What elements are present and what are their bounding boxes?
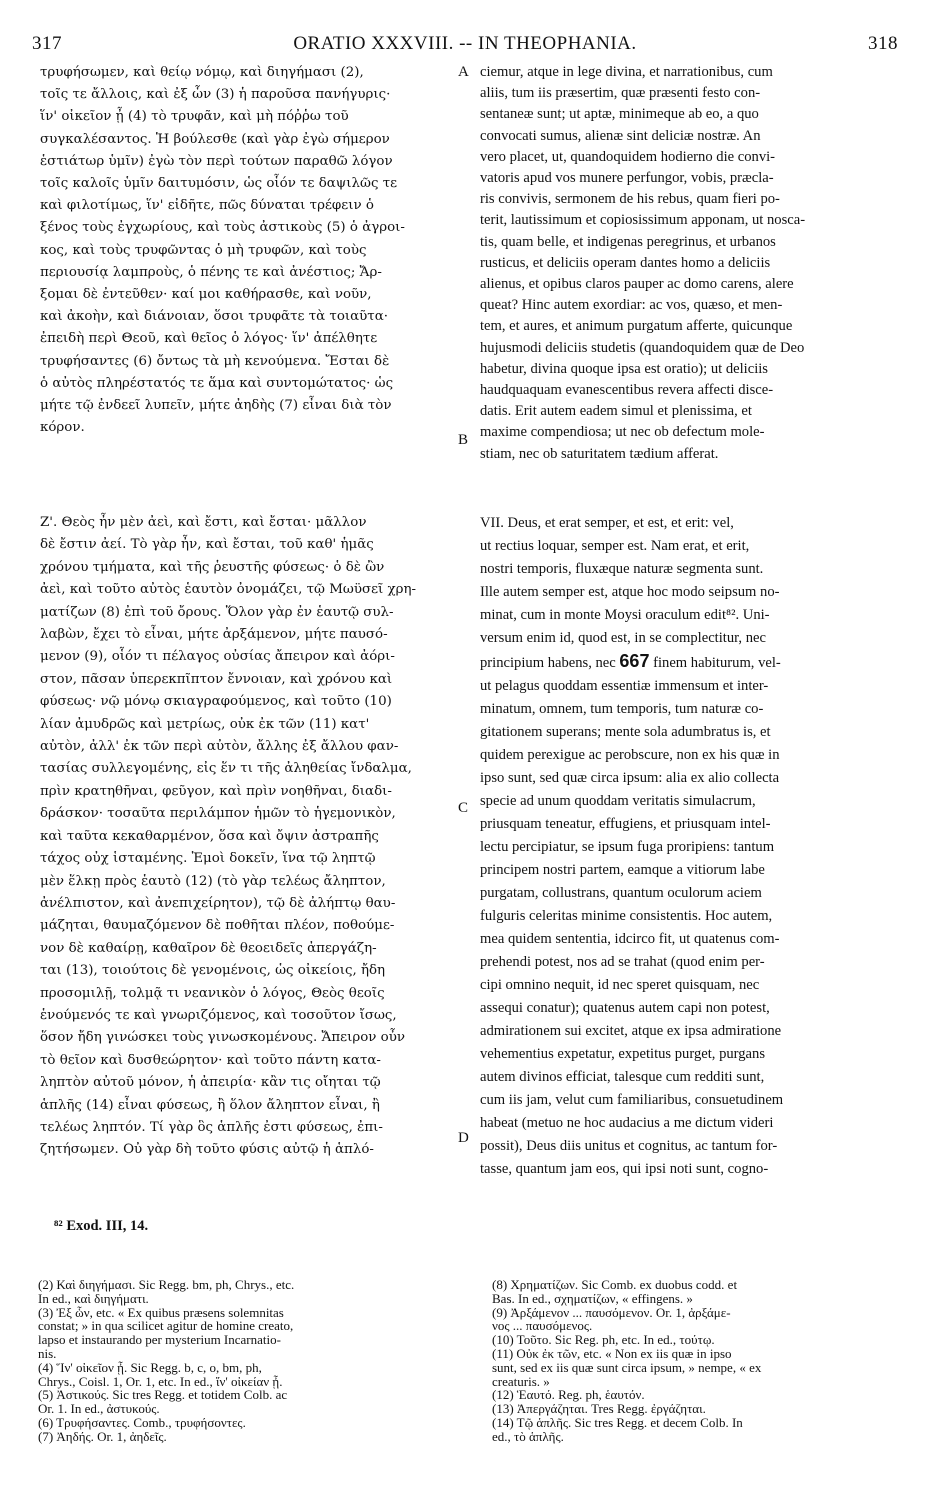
latin-text-line: versum enim id, quod est, in se complectitur, nec	[480, 630, 766, 646]
footnote-line: (14) Τῷ ἁπλῆς. Sic tres Regg. et decem Colb. In	[492, 1414, 743, 1430]
greek-column-bottom	[40, 512, 452, 1162]
latin-text-line: habetur, divina quoque ipsa est oratio); ut deliciis	[480, 360, 768, 377]
greek-text-line: πρὶν κρατηθῆναι, φεῦγον, καὶ πρὶν νοηθῆναι, διαδι-	[40, 783, 392, 799]
latin-text-line: ut pelagus quoddam essentiæ immensum et inter-	[480, 678, 769, 694]
column-page-marker: 667	[619, 651, 650, 671]
latin-text-line: minatum, omnem, tum temporis, tum naturæ co-	[480, 701, 764, 717]
footnote-line: (5) Ἀστικούς. Sic tres Regg. et totidem Colb. ac	[38, 1387, 288, 1403]
latin-text-line: sentaneæ sunt; ut aptæ, minimeque ab eo, a quo	[480, 106, 759, 123]
greek-text-line: προσομιλῇ, τολμᾷ τι νεανικὸν ὁ λόγος, Θεὸς θεοῖς	[40, 985, 385, 1001]
latin-text-line: fulguris celeritas minime consistentis. Hoc autem,	[480, 908, 773, 924]
latin-text-line: habeat (metuo ne hoc audacius a me dictum videri	[480, 1115, 774, 1131]
footnote-line: sunt, sed ex iis quæ sunt circa ipsum, » nempe, « ex	[492, 1359, 762, 1375]
latin-text-line: convocati sumus, alienæ sint deliciæ nostræ. An	[480, 127, 761, 144]
greek-text-line: ἑστιάτωρ ὑμῖν) ἐγὼ τὸν περὶ τούτων παραθῶ λόγον	[40, 153, 393, 169]
greek-text-line: ὅσον ἤδη γινώσκει τοὺς γινωσκομένους. Ἄπειρον οὖν	[40, 1030, 406, 1046]
latin-column-top	[480, 62, 892, 465]
footnote-line: lapso et instaurando per mysterium Incarnatio-	[38, 1332, 281, 1348]
footnote-line: (7) Ἀηδής. Or. 1, ἀηδεῖς.	[38, 1428, 167, 1444]
latin-text-line: gitationem superans; mente sola adumbratus is, et	[480, 724, 771, 740]
footnote-line: (11) Οὐκ ἐκ τῶν, etc. « Non ex iis quæ in ipso	[492, 1345, 732, 1361]
greek-text-line: ξομαι δὲ ἐντεῦθεν· καί μοι καθήρασθε, καὶ νοῦν,	[40, 287, 372, 303]
latin-text-line: prehendi potest, nos ad se trahat (quod enim per-	[480, 954, 765, 970]
greek-text-line: τοῖς τε ἄλλοις, καὶ ἐξ ὧν (3) ἡ παροῦσα πανήγυρις·	[40, 87, 391, 103]
greek-text-line: μὲν ἕλκῃ πρὸς ἑαυτὸ (12) (τὸ γὰρ τελέως ἄληπτον,	[40, 873, 386, 889]
latin-text-line: purgatam, collustrans, quantum oculorum aciem	[480, 885, 762, 901]
greek-text-line: ται (13), τοιούτοις δὲ γενομένοις, ὡς οἰκείοις, ἤδη	[40, 963, 386, 979]
footnotes-right	[492, 1278, 902, 1444]
greek-text-line: Ζ'. Θεὸς ἦν μὲν ἀεὶ, καὶ ἔστι, καὶ ἔσται· μᾶλλον	[40, 515, 367, 530]
greek-text-line: ὁ αὐτὸς πληρέστατός τε ἅμα καὶ συντομώτατος· ὡς	[40, 375, 394, 391]
footnote-line: Or. 1. In ed., ἀστυκούς.	[38, 1401, 160, 1417]
latin-text-line: quidem perexigue ac perobscure, non ex his quæ in	[480, 747, 780, 763]
greek-text-line: τρυφήσωμεν, καὶ θείῳ νόμῳ, καὶ διηγήμασι (2),	[40, 65, 364, 80]
latin-text-line: cipi omnino nequit, id nec speret quisquam, nec	[480, 977, 760, 993]
latin-text-line: principium habens, nec 667 finem habiturum, vel-	[480, 651, 781, 671]
latin-text-line: nostri temporis, fluxæque naturæ segmenta sunt.	[480, 561, 764, 577]
latin-text-line: principem nostri partem, eamque a vitiorum labe	[480, 862, 765, 878]
latin-text-line: ut rectius loquar, semper est. Nam erat, et erit,	[480, 538, 750, 554]
greek-text-line: κος, καὶ τοὺς τρυφῶντας ὁ μὴ τρυφῶν, καὶ τοὺς	[40, 242, 367, 258]
latin-text-line: hujusmodi deliciis studetis (quandoquidem quæ de Deo	[480, 339, 805, 356]
latin-text-line: ris convivis, sermonem de his rebus, quam fieri po-	[480, 191, 780, 208]
greek-text-line: ἁπλῆς (14) εἶναι φύσεως, ἢ ὅλον ἄληπτον εἶναι, ἢ	[40, 1097, 380, 1113]
footnote-line: creaturis. »	[492, 1373, 550, 1389]
page-number-right: 318	[868, 33, 898, 54]
greek-text-line: χρόνου τμήματα, καὶ τῆς ῥευστῆς φύσεως· ὁ δὲ ὢν	[40, 559, 385, 575]
greek-text-line: λίαν ἀμυδρῶς καὶ μετρίως, οὐκ ἐκ τῶν (11) κατ'	[40, 716, 370, 732]
latin-text-line: terit, lautissimum et copiosissimum apponam, ut nosca-	[480, 212, 806, 229]
greek-text-line: καὶ ταῦτα κεκαθαρμένον, ὅσα καὶ ὄψιν ἀστραπῆς	[40, 828, 379, 844]
greek-text-line: τασίας συλλεγομένης, εἰς ἕν τι τῆς ἀληθείας ἴνδαλμα,	[40, 761, 412, 777]
latin-text-line: Ille autem semper est, atque hoc modo seipsum no-	[480, 584, 780, 600]
latin-column-bottom	[480, 512, 892, 1181]
margin-letter-a: A	[458, 64, 469, 80]
latin-text-line: rusticus, et deliciis operam dantes homo a deliciis	[480, 254, 771, 271]
margin-letter-c: C	[458, 800, 469, 816]
greek-text-line: αὐτὸν, ἀλλ' ἐκ τῶν περὶ αὐτὸν, ἄλλης ἐξ ἄλλου φαν-	[40, 739, 399, 755]
greek-text-line: ἀεὶ, καὶ τοῦτο αὐτὸς ἑαυτὸν ὀνομάζει, τῷ Μωϋσεῖ χρη-	[40, 582, 417, 598]
footnote-line: (10) Τοῦτο. Sic Reg. ph, etc. In ed., τούτῳ.	[492, 1332, 715, 1348]
greek-text-line: μενον (9), οἷόν τι πέλαγος οὐσίας ἄπειρον καὶ ἀόρι-	[40, 649, 395, 665]
latin-text-line: haudquaquam evanescentibus revera affecti disce-	[480, 382, 774, 399]
latin-text-line: tis, quam belle, et indigenas peregrinus, et urbanos	[480, 233, 776, 250]
greek-text-line: φύσεως· νῷ μόνῳ σκιαγραφούμενος, καὶ τοῦτο (10)	[40, 694, 392, 710]
greek-text-line: ληπτὸν αὐτοῦ μόνον, ἡ ἀπειρία· κἂν τις οἴηται τῷ	[40, 1075, 381, 1091]
greek-text-line: μήτε τῷ ἐνδεεῖ λυπεῖν, μήτε ἀηδὴς (7) εἶναι διὰ τὸν	[40, 398, 392, 414]
running-head-title: ORATIO XXXVIII. -- IN THEOPHANIA.	[293, 33, 637, 54]
greek-text-line: τοῖς καλοῖς ὑμῖν δαιτυμόσιν, ὡς οἷόν τε δαψιλῶς τε	[40, 176, 398, 192]
greek-text-line: νον δὲ καθαίρῃ, καθαῖρον δὲ θεοειδεῖς ἀπεργάζη-	[40, 940, 377, 956]
latin-text-line: lectu percipiatur, se ipsum fuga proripiens: tantum	[480, 839, 775, 855]
latin-text-line: datis. Erit autem eadem simul et plenissima, et	[480, 403, 752, 420]
latin-text-line: maxime compendiosa; ut nec ob defectum mole-	[480, 424, 765, 441]
footnote-line: (13) Ἀπεργάζηται. Tres Regg. ἐργάζηται.	[492, 1401, 706, 1417]
greek-text-line: στον, πᾶσαν ὑπερεκπῖπτον ἔννοιαν, καὶ χρόνου καὶ	[40, 671, 393, 687]
latin-text-line: stiam, nec ob saturitatem tædium afferat.	[480, 445, 719, 462]
latin-text-line: aliis, tum iis præsertim, quæ præsenti festo con-	[480, 85, 761, 102]
greek-text-line: δὲ ἔστιν ἀεί. Τὸ γὰρ ἦν, καὶ ἔσται, τοῦ καθ' ἡμᾶς	[40, 537, 374, 553]
footnote-line: constat; » in qua scilicet agitur de homine creato,	[38, 1318, 294, 1334]
footnote-line: nis.	[38, 1345, 57, 1361]
latin-text-line: vatoris apud vos munere perfungor, vobis, præcla-	[480, 170, 774, 187]
latin-text-line: VII. Deus, et erat semper, et est, et erit: vel,	[480, 515, 734, 531]
greek-text-line: καὶ ἀκοὴν, καὶ διάνοιαν, ὅσοι τρυφᾶτε τὰ τοιαῦτα·	[40, 309, 389, 325]
greek-text-line: μάζηται, θαυμαζόμενον δὲ ποθῆται πλέον, ποθούμε-	[40, 918, 395, 934]
greek-text-line: ζητήσωμεν. Οὐ γὰρ δὴ τοῦτο φύσις αὐτῷ ἡ ἁπλό-	[40, 1142, 374, 1158]
greek-text-line: κόρον.	[40, 420, 85, 436]
latin-text-line: autem divinos efficiat, talesque cum redditi sunt,	[480, 1069, 765, 1085]
latin-text-line: priusquam teneatur, effugiens, et priusquam intel-	[480, 816, 771, 832]
latin-text-line: admirationem sui excitet, atque ex ipsa admiratione	[480, 1023, 782, 1039]
latin-text-line: ipso sunt, sed quæ circa ipsum: alia ex alio collecta	[480, 770, 780, 786]
margin-letter-d: D	[458, 1130, 469, 1146]
footnote-line: νος ... παυσόμενος.	[492, 1318, 593, 1334]
latin-text-line: assequi conatur); quatenus autem capi non potest,	[480, 1000, 770, 1016]
greek-text-line: τελέως ληπτόν. Τί γὰρ ὃς ἁπλῆς ἐστι φύσεως, ἐπι-	[40, 1119, 383, 1135]
greek-text-line: ἐπειδὴ περὶ Θεοῦ, καὶ θεῖος ὁ λόγος· ἵν' ἀπέλθητε	[40, 331, 378, 347]
greek-column-top	[40, 62, 452, 439]
latin-text-line: vero placet, ut, quandoquidem hodierno die convi-	[480, 148, 776, 165]
greek-text-line: ξένος τοὺς ἐγχωρίους, καὶ τοὺς ἀστικοὺς (5) ὁ ἀγροι-	[40, 220, 405, 236]
latin-text-line: mea quidem sententia, idcirco fit, ut quatenus com-	[480, 931, 780, 947]
footnote-line: (4) Ἵν' οἰκεῖον ᾖ. Sic Regg. b, c, o, bm, ph,	[38, 1359, 262, 1375]
latin-text-line: minat, cum in monte Moysi oraculum edit⁸². Uni-	[480, 607, 770, 623]
footnote-line: (9) Ἀρξάμενον ... παυσόμενον. Or. 1, ἀρξάμε-	[492, 1304, 731, 1320]
latin-text-line: vehementius expetatur, expetitus purget, purgans	[480, 1046, 766, 1062]
footnote-line: Bas. In ed., σχηματίζων, « effingens. »	[492, 1290, 693, 1306]
scripture-footnote: ⁸² Exod. III, 14.	[54, 1218, 149, 1234]
greek-text-line: ἀνέλπιστον, καὶ ἀνεπιχείρητον), τῷ δὲ ἀλήπτῳ θαυ-	[40, 895, 396, 911]
latin-text-line: alienus, et opibus claros pauper ac domo carens, alere	[480, 276, 794, 293]
greek-text-line: συγκαλέσαντος. Ἡ βούλεσθε (καὶ γὰρ ἐγὼ σήμερον	[40, 131, 390, 147]
latin-text-line: tasse, quantum jam eos, qui ipsi noti sunt, cogno-	[480, 1161, 769, 1177]
footnote-line: (8) Χρηματίζων. Sic Comb. ex duobus codd. et	[492, 1277, 738, 1292]
latin-text-line: possit), Deus diis unitus et cognitus, ac tantum for-	[480, 1138, 778, 1154]
footnote-line: (12) Ἑαυτό. Reg. ph, ἑαυτόν.	[492, 1387, 645, 1403]
greek-text-line: τὸ θεῖον καὶ δυσθεώρητον· καὶ τοῦτο πάντη κατα-	[40, 1052, 381, 1068]
greek-text-line: περιουσίᾳ λαμπροὺς, ὁ πένης τε καὶ ἀνέστιος; Ἄρ-	[40, 264, 382, 280]
margin-letter-b: B	[458, 432, 469, 448]
footnote-line: (2) Καὶ διηγήμασι. Sic Regg. bm, ph, Chrys., etc.	[38, 1277, 295, 1292]
greek-text-line: καὶ φιλοτίμως, ἵν' εἰδῆτε, πῶς δύναται τρέφειν ὁ	[40, 198, 374, 214]
greek-text-line: ἵν' οἰκεῖον ᾖ (4) τὸ τρυφᾶν, καὶ μὴ πόῤῥω τοῦ	[40, 109, 349, 125]
greek-text-line: τάχος οὐχ ἱσταμένης. Ἐμοὶ δοκεῖν, ἵνα τῷ ληπτῷ	[40, 851, 376, 867]
footnotes-left	[38, 1278, 448, 1444]
latin-text-line: queat? Hinc autem exordiar: ac vos, quæso, et men-	[480, 297, 783, 314]
page-number-left: 317	[32, 33, 62, 54]
greek-text-line: τρυφήσαντες (6) ὄντως τὰ μὴ κενούμενα. Ἔσται δὲ	[40, 353, 390, 369]
greek-text-line: ματίζων (8) ἐπὶ τοῦ ὄρους. Ὅλον γὰρ ἐν ἑαυτῷ συλ-	[40, 604, 394, 620]
running-header	[32, 33, 898, 57]
latin-text-line: tem, et aures, et animum purgatum afferte, quicunque	[480, 318, 793, 335]
latin-text-line: cum iis jam, velut cum familiaribus, consuetudinem	[480, 1092, 784, 1108]
latin-text-line: specie ad unum quoddam veritatis simulacrum,	[480, 793, 756, 809]
footnote-line: In ed., καὶ διηγήματι.	[38, 1290, 149, 1306]
footnote-line: Chrys., Coisl. 1, Or. 1, etc. In ed., ἵν' οἰκείαν ᾖ.	[38, 1373, 283, 1389]
footnote-line: ed., τὸ ἁπλῆς.	[492, 1428, 564, 1444]
latin-text-line: ciemur, atque in lege divina, et narrationibus, cum	[480, 64, 773, 80]
greek-text-line: λαβὼν, ἔχει τὸ εἶναι, μήτε ἀρξάμενον, μήτε παυσό-	[40, 627, 388, 643]
greek-text-line: δράσκον· τοσαῦτα περιλάμπον ἡμῶν τὸ ἡγεμονικὸν,	[40, 806, 396, 822]
footnote-line: (3) Ἐξ ὧν, etc. « Ex quibus præsens solemnitas	[38, 1304, 284, 1320]
greek-text-line: ἑνούμενός τε καὶ γνωριζόμενος, καὶ τοσοῦτον ἴσως,	[40, 1007, 397, 1023]
footnote-line: (6) Τρυφήσαντες. Comb., τρυφήσοντες.	[38, 1414, 246, 1430]
